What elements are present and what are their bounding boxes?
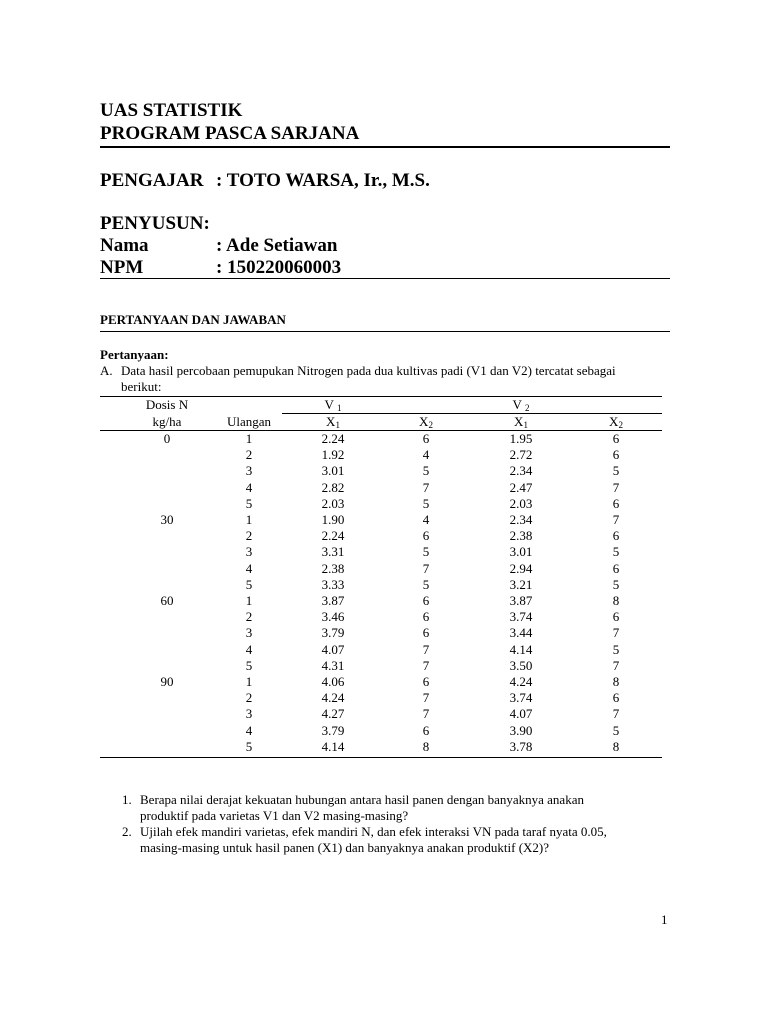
table-row bbox=[100, 674, 662, 690]
cell-ulangan: 2 bbox=[245, 528, 253, 544]
cell-v1x1: 3.87 bbox=[321, 593, 345, 608]
header-v2-x2 bbox=[576, 414, 656, 430]
x1-sub: 1 bbox=[523, 420, 528, 430]
header-v2-sub: 2 bbox=[524, 403, 530, 413]
cell-v1x1: 4.27 bbox=[321, 706, 345, 722]
cell-v2x1: 3.50 bbox=[509, 657, 533, 673]
table-row bbox=[100, 463, 662, 479]
x2-sub: 2 bbox=[618, 420, 623, 430]
cell-v2x2: 7 bbox=[612, 512, 620, 527]
cell-ulangan: 3 bbox=[245, 544, 253, 560]
item-a-text-line2: berikut: bbox=[121, 379, 162, 394]
cell-v2x2: 6 bbox=[612, 560, 620, 576]
cell-ulangan: 1 bbox=[245, 674, 253, 689]
question-2-line1: Ujilah efek mandiri varietas, efek mandiri N, dan efek interaksi VN pada taraf nyata 0.05, bbox=[140, 824, 607, 839]
cell-dosis: 60 bbox=[160, 593, 174, 608]
cell-v2x2: 5 bbox=[612, 722, 620, 738]
cell-ulangan: 4 bbox=[245, 560, 253, 576]
cell-v1x2: 4 bbox=[422, 447, 430, 463]
cell-dosis: 30 bbox=[160, 512, 174, 527]
question-1-line1: Berapa nilai derajat kekuatan hubungan antara hasil panen dengan banyaknya anakan bbox=[140, 792, 584, 807]
pertanyaan-label: Pertanyaan: bbox=[100, 347, 169, 362]
section-divider bbox=[100, 331, 670, 332]
cell-v2x2: 5 bbox=[612, 463, 620, 479]
cell-dosis: 90 bbox=[160, 674, 174, 689]
npm-label: NPM bbox=[100, 257, 144, 278]
page-number: 1 bbox=[661, 912, 668, 927]
x-main: X bbox=[609, 414, 619, 429]
cell-v2x1: 4.24 bbox=[509, 674, 533, 689]
cell-v1x2: 4 bbox=[422, 512, 430, 527]
cell-v1x1: 2.38 bbox=[321, 560, 345, 576]
doc-title-line2: PROGRAM PASCA SARJANA bbox=[100, 123, 360, 144]
table-row bbox=[100, 528, 662, 544]
cell-v1x2: 6 bbox=[422, 609, 430, 625]
table-row bbox=[100, 723, 662, 739]
cell-ulangan: 5 bbox=[245, 738, 253, 754]
pengajar-label: PENGAJAR bbox=[100, 170, 204, 191]
cell-v2x2: 7 bbox=[612, 706, 620, 722]
cell-v1x1: 4.07 bbox=[321, 641, 345, 657]
pengajar-value: : TOTO WARSA, Ir., M.S. bbox=[216, 170, 430, 191]
question-1-line2: produktif pada varietas V1 dan V2 masing-masing? bbox=[140, 808, 409, 823]
cell-v1x1: 3.79 bbox=[321, 722, 345, 738]
cell-v1x1: 3.79 bbox=[321, 625, 345, 641]
header-v2-main: V bbox=[512, 397, 522, 412]
cell-v1x2: 8 bbox=[422, 738, 430, 754]
question-1-number: 1. bbox=[122, 792, 132, 807]
cell-v2x2: 8 bbox=[612, 674, 620, 689]
title-divider bbox=[100, 146, 670, 148]
cell-v2x1: 3.74 bbox=[509, 690, 533, 706]
cell-v1x2: 6 bbox=[422, 528, 430, 544]
cell-v1x2: 6 bbox=[422, 593, 430, 608]
question-2-number: 2. bbox=[122, 824, 132, 839]
cell-v1x1: 1.92 bbox=[321, 447, 345, 463]
cell-v2x1: 3.74 bbox=[509, 609, 533, 625]
cell-ulangan: 3 bbox=[245, 706, 253, 722]
cell-v2x1: 3.78 bbox=[509, 738, 533, 754]
cell-v1x1: 4.14 bbox=[321, 738, 345, 754]
nama-value: : Ade Setiawan bbox=[216, 235, 338, 256]
cell-v2x2: 6 bbox=[612, 609, 620, 625]
table-row bbox=[100, 609, 662, 625]
cell-v1x2: 7 bbox=[422, 690, 430, 706]
header-dosis: Dosis N bbox=[145, 397, 189, 412]
cell-v2x1: 3.21 bbox=[509, 576, 533, 592]
cell-v2x2: 7 bbox=[612, 625, 620, 641]
cell-v2x1: 2.47 bbox=[509, 479, 533, 495]
nama-label: Nama bbox=[100, 235, 149, 256]
cell-ulangan: 3 bbox=[245, 625, 253, 641]
table-bottom-rule bbox=[100, 757, 662, 758]
header-v1-main: V bbox=[324, 397, 334, 412]
table-row bbox=[100, 642, 662, 658]
cell-v1x1: 4.31 bbox=[321, 657, 345, 673]
cell-v2x2: 6 bbox=[612, 495, 620, 511]
cell-ulangan: 1 bbox=[245, 512, 253, 527]
table-row bbox=[100, 739, 662, 755]
cell-v1x1: 2.24 bbox=[321, 528, 345, 544]
table-row bbox=[100, 593, 662, 609]
cell-v2x1: 3.87 bbox=[509, 593, 533, 608]
x1-sub: 1 bbox=[335, 420, 340, 430]
table-row bbox=[100, 431, 662, 447]
table-row bbox=[100, 544, 662, 560]
npm-value: : 150220060003 bbox=[216, 257, 342, 278]
x-main: X bbox=[326, 414, 336, 429]
section-heading: PERTANYAAN DAN JAWABAN bbox=[100, 312, 286, 327]
cell-v1x1: 2.24 bbox=[321, 431, 345, 446]
cell-v1x2: 6 bbox=[422, 625, 430, 641]
table-row bbox=[100, 658, 662, 674]
cell-v2x2: 8 bbox=[612, 593, 620, 608]
header-divider bbox=[100, 278, 670, 279]
cell-v1x2: 7 bbox=[422, 479, 430, 495]
cell-v1x1: 2.82 bbox=[321, 479, 345, 495]
cell-v1x2: 5 bbox=[422, 495, 430, 511]
cell-v1x1: 4.24 bbox=[321, 690, 345, 706]
cell-ulangan: 5 bbox=[245, 576, 253, 592]
cell-v1x1: 4.06 bbox=[321, 674, 345, 689]
x-main: X bbox=[419, 414, 429, 429]
penyusun-label: PENYUSUN: bbox=[100, 213, 210, 234]
cell-v2x2: 6 bbox=[612, 690, 620, 706]
cell-v1x1: 3.33 bbox=[321, 576, 345, 592]
cell-dosis: 0 bbox=[163, 431, 171, 446]
cell-v2x2: 7 bbox=[612, 479, 620, 495]
cell-v1x1: 1.90 bbox=[321, 512, 345, 527]
cell-v1x1: 3.46 bbox=[321, 609, 345, 625]
cell-ulangan: 2 bbox=[245, 447, 253, 463]
header-v2-x1 bbox=[481, 414, 561, 430]
table-row bbox=[100, 512, 662, 528]
header-v1 bbox=[293, 397, 373, 413]
header-kgha: kg/ha bbox=[152, 414, 182, 429]
cell-v1x1: 3.01 bbox=[321, 463, 345, 479]
cell-v1x2: 5 bbox=[422, 544, 430, 560]
table-row bbox=[100, 561, 662, 577]
table-row bbox=[100, 625, 662, 641]
cell-v2x1: 3.01 bbox=[509, 544, 533, 560]
cell-v2x2: 6 bbox=[612, 431, 620, 446]
cell-ulangan: 5 bbox=[245, 495, 253, 511]
cell-ulangan: 5 bbox=[245, 657, 253, 673]
cell-v2x2: 6 bbox=[612, 528, 620, 544]
item-a-letter: A. bbox=[100, 363, 113, 378]
x2-sub: 2 bbox=[428, 420, 433, 430]
cell-v1x2: 7 bbox=[422, 657, 430, 673]
cell-v2x1: 2.94 bbox=[509, 560, 533, 576]
cell-v2x1: 2.72 bbox=[509, 447, 533, 463]
cell-v2x2: 8 bbox=[612, 738, 620, 754]
cell-v1x1: 3.31 bbox=[321, 544, 345, 560]
cell-v1x2: 6 bbox=[422, 722, 430, 738]
cell-v2x1: 2.34 bbox=[509, 463, 533, 479]
cell-v2x1: 4.07 bbox=[509, 706, 533, 722]
header-v1-sub: 1 bbox=[336, 403, 342, 413]
cell-v1x2: 7 bbox=[422, 560, 430, 576]
cell-ulangan: 4 bbox=[245, 722, 253, 738]
cell-v2x2: 7 bbox=[612, 657, 620, 673]
cell-v1x2: 6 bbox=[422, 674, 430, 689]
cell-v2x1: 3.90 bbox=[509, 722, 533, 738]
table-row bbox=[100, 447, 662, 463]
table-header-row-2 bbox=[100, 414, 662, 430]
cell-ulangan: 1 bbox=[245, 431, 253, 446]
cell-v2x2: 5 bbox=[612, 576, 620, 592]
item-a-text-line1: Data hasil percobaan pemupukan Nitrogen pada dua kultivas padi (V1 dan V2) tercatat sebagai bbox=[121, 363, 616, 378]
table-header-row-1 bbox=[100, 397, 662, 413]
cell-v2x2: 5 bbox=[612, 544, 620, 560]
table-row bbox=[100, 577, 662, 593]
cell-v2x1: 1.95 bbox=[509, 431, 533, 446]
cell-v1x2: 5 bbox=[422, 463, 430, 479]
cell-v1x2: 6 bbox=[422, 431, 430, 446]
cell-ulangan: 2 bbox=[245, 690, 253, 706]
cell-v1x2: 7 bbox=[422, 706, 430, 722]
x-main: X bbox=[514, 414, 524, 429]
table-row bbox=[100, 480, 662, 496]
cell-v2x1: 2.34 bbox=[509, 512, 533, 527]
cell-ulangan: 4 bbox=[245, 479, 253, 495]
cell-ulangan: 1 bbox=[245, 593, 253, 608]
cell-v2x1: 4.14 bbox=[509, 641, 533, 657]
header-ulangan: Ulangan bbox=[226, 414, 272, 429]
header-v1-x2 bbox=[386, 414, 466, 430]
cell-v2x2: 6 bbox=[612, 447, 620, 463]
cell-v1x2: 7 bbox=[422, 641, 430, 657]
table-row bbox=[100, 496, 662, 512]
cell-v2x1: 2.03 bbox=[509, 495, 533, 511]
cell-v1x2: 5 bbox=[422, 576, 430, 592]
cell-v2x2: 5 bbox=[612, 641, 620, 657]
cell-ulangan: 3 bbox=[245, 463, 253, 479]
table-row bbox=[100, 690, 662, 706]
header-v2 bbox=[481, 397, 561, 413]
cell-v2x1: 3.44 bbox=[509, 625, 533, 641]
cell-ulangan: 4 bbox=[245, 641, 253, 657]
question-2-line2: masing-masing untuk hasil panen (X1) dan banyaknya anakan produktif (X2)? bbox=[140, 840, 550, 855]
cell-v1x1: 2.03 bbox=[321, 495, 345, 511]
cell-ulangan: 2 bbox=[245, 609, 253, 625]
cell-v2x1: 2.38 bbox=[509, 528, 533, 544]
header-v1-x1 bbox=[293, 414, 373, 430]
doc-title-line1: UAS STATISTIK bbox=[100, 100, 243, 121]
table-row bbox=[100, 706, 662, 722]
